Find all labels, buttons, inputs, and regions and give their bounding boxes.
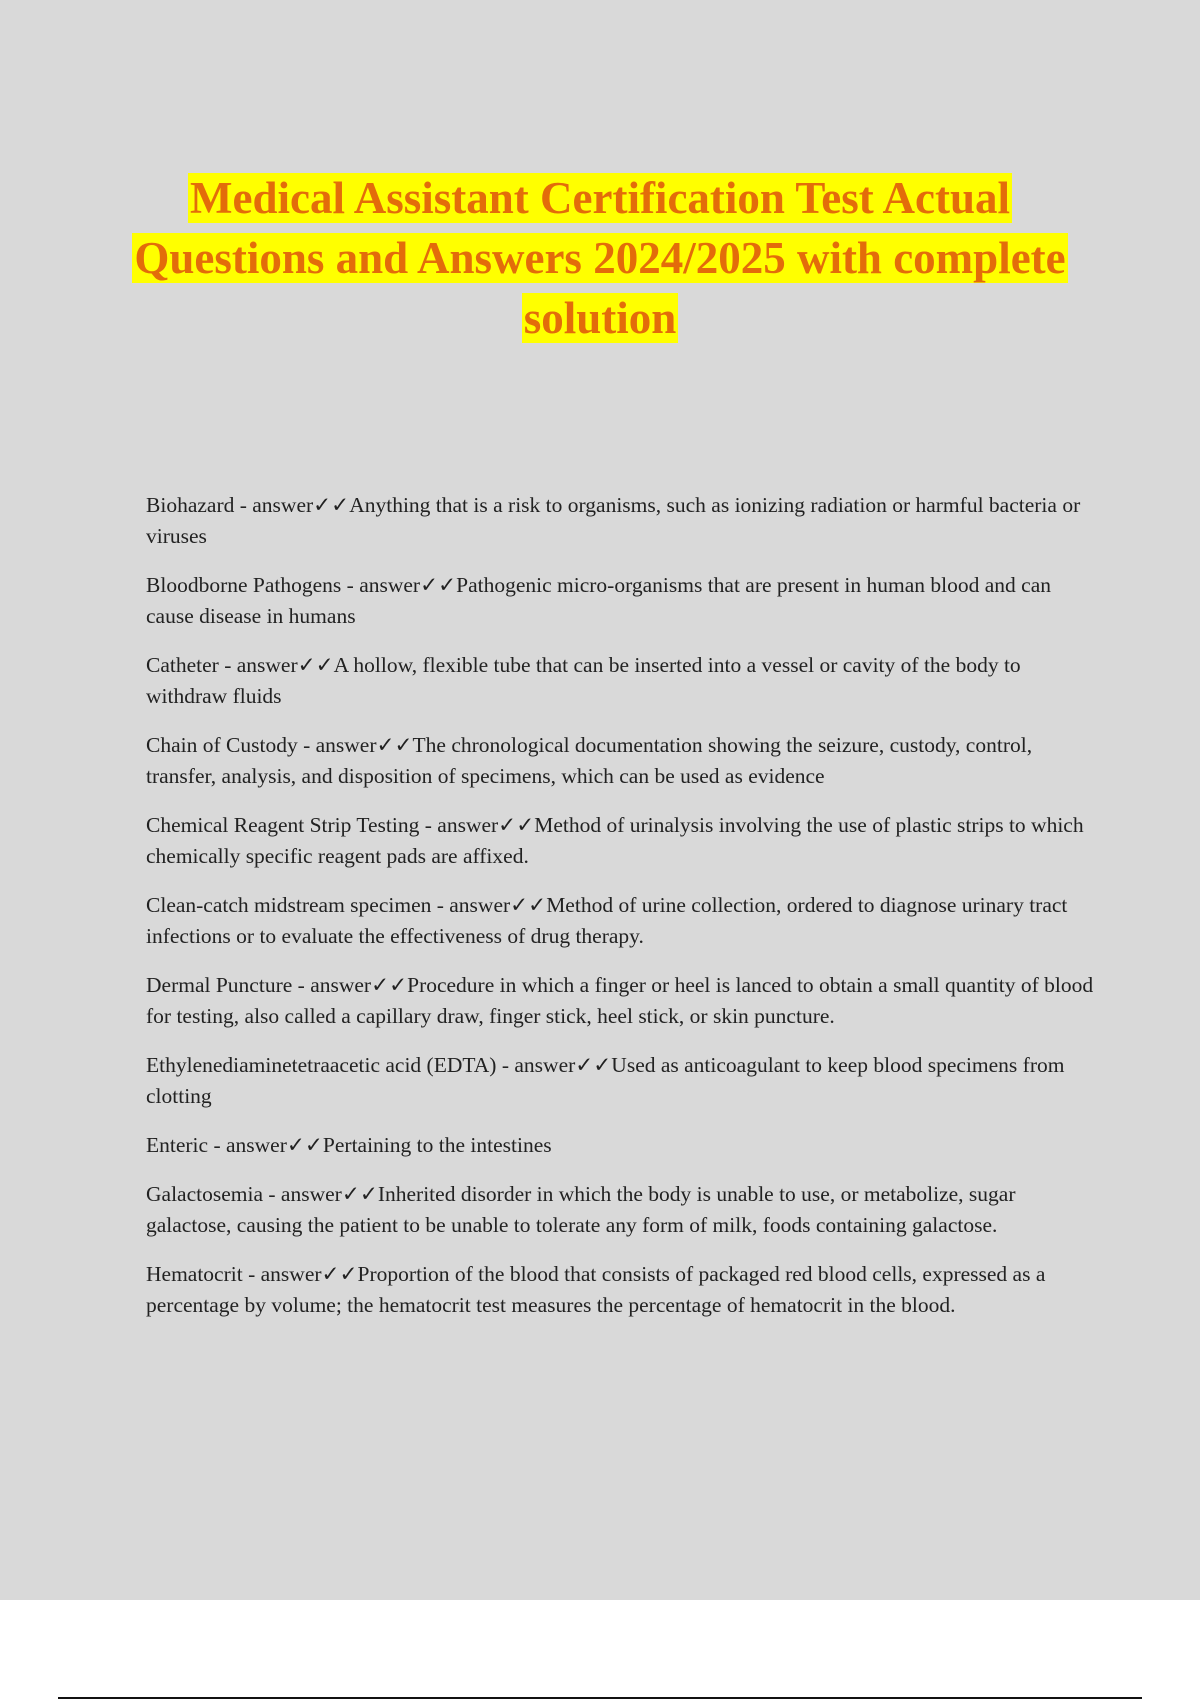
- entry-separator: - answer✓✓: [218, 653, 334, 677]
- page-footer-area: [0, 1600, 1200, 1700]
- footer-divider: [58, 1697, 1142, 1699]
- entry-term: Ethylenediaminetetraacetic acid (EDTA): [146, 1053, 497, 1077]
- entry-separator: - answer✓✓: [496, 1053, 612, 1077]
- entry-definition: A hollow, flexible tube that can be inserted into a vessel or cavity of the body to withdraw fluids: [146, 653, 1021, 708]
- glossary-entry: [146, 1050, 1096, 1112]
- glossary-entry: [146, 890, 1096, 952]
- entry-term: Clean-catch midstream specimen: [146, 893, 432, 917]
- entry-separator: - answer✓✓: [208, 1133, 323, 1157]
- glossary-entry: [146, 490, 1096, 552]
- glossary-entry: [146, 650, 1096, 712]
- entry-separator: - answer✓✓: [263, 1182, 378, 1206]
- glossary-entry: [146, 1130, 1096, 1161]
- entry-separator: - answer✓✓: [431, 893, 547, 917]
- entry-definition: Inherited disorder in which the body is unable to use, or metabolize, sugar galactose, causing the patient to be unable to tolerate any form of milk, foods containing galactose.: [146, 1182, 1016, 1237]
- entry-term: Bloodborne Pathogens: [146, 573, 342, 597]
- glossary-entry: [146, 730, 1096, 792]
- entry-term: Biohazard: [146, 493, 235, 517]
- entry-definition: Pertaining to the intestines: [322, 1133, 552, 1157]
- entry-term: Galactosemia: [146, 1182, 264, 1206]
- entry-definition: Proportion of the blood that consists of packaged red blood cells, expressed as a percentage by volume; the hematocrit test measures the percentage of hematocrit in the blood.: [146, 1262, 1046, 1317]
- title-highlight: Medical Assistant Certification Test Actual Questions and Answers 2024/2025 with complete solution: [134, 173, 1066, 343]
- entry-separator: - answer✓✓: [341, 573, 457, 597]
- glossary-entry: [146, 1179, 1096, 1241]
- entry-term: Chemical Reagent Strip Testing: [146, 813, 420, 837]
- entry-definition: Used as anticoagulant to keep blood specimens from clotting: [146, 1053, 1065, 1108]
- document-title: [100, 168, 1100, 348]
- entry-term: Hematocrit: [146, 1262, 243, 1286]
- glossary-entry: [146, 810, 1096, 872]
- entry-definition: Anything that is a risk to organisms, such as ionizing radiation or harmful bacteria or viruses: [146, 493, 1081, 548]
- entry-term: Dermal Puncture: [146, 973, 293, 997]
- entry-separator: - answer✓✓: [292, 973, 408, 997]
- entry-separator: - answer✓✓: [297, 733, 413, 757]
- entry-separator: - answer✓✓: [234, 493, 350, 517]
- entry-separator: - answer✓✓: [242, 1262, 358, 1286]
- entry-term: Chain of Custody: [146, 733, 298, 757]
- entry-definition: Pathogenic micro-organisms that are present in human blood and can cause disease in humans: [146, 573, 1051, 628]
- entry-term: Enteric: [146, 1133, 209, 1157]
- entry-definition: Procedure in which a finger or heel is lanced to obtain a small quantity of blood for testing, also called a capillary draw, finger stick, heel stick, or skin puncture.: [146, 973, 1094, 1028]
- entry-definition: The chronological documentation showing the seizure, custody, control, transfer, analysis, and disposition of specimens, which can be used as evidence: [146, 733, 1033, 788]
- glossary-entry: [146, 1259, 1096, 1321]
- glossary-entry: [146, 570, 1096, 632]
- entry-definition: Method of urinalysis involving the use of plastic strips to which chemically specific reagent pads are affixed.: [146, 813, 1084, 868]
- entry-term: Catheter: [146, 653, 219, 677]
- entry-definition: Method of urine collection, ordered to diagnose urinary tract infections or to evaluate the effectiveness of drug therapy.: [146, 893, 1068, 948]
- glossary-entry: [146, 970, 1096, 1032]
- glossary-list: [146, 490, 1096, 1339]
- entry-separator: - answer✓✓: [419, 813, 535, 837]
